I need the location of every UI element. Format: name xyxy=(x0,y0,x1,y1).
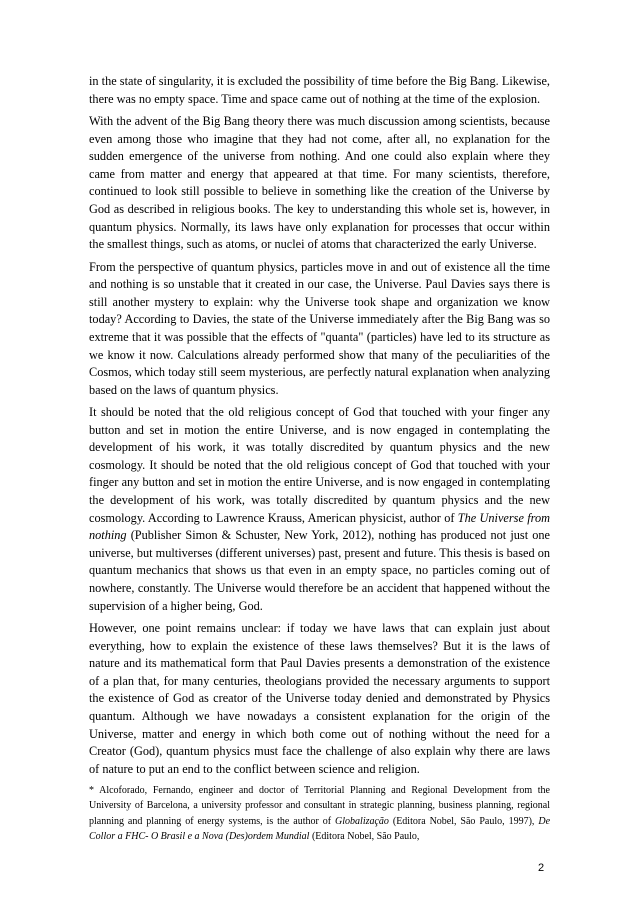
footnote-tail: (Editora Nobel, São Paulo, xyxy=(309,831,420,843)
footnote-book-collor-fhc: De Collor a FHC- O Brasil e a Nova (Des)ordem Mundial xyxy=(89,815,551,843)
footnote-intro: * Alcoforado, Fernando, engineer and doctor of Territorial Planning and Regional Development from the University of Barcelona, a university professor and consultant in strategic planning, business planning, regional planning and planning of energy systems, is the author of xyxy=(89,785,550,827)
paragraph-4-text: It should be noted that the old religious concept of God that touched with your finger any button and set in motion the entire Universe, and is now engaged in contemplating the development of his work, it was totally discredited by quantum physics and the new cosmology. It should be noted that the old religious concept of God that touched with your finger any button and set in motion the entire Universe, and is now engaged in contemplating the development of his work, was totally discredited by quantum physics and the new cosmology. According to Lawrence Krauss, American physicist, author of xyxy=(89,405,550,525)
page-number: 2 xyxy=(538,862,545,874)
paragraph-5: However, one point remains unclear: if today we have laws that can explain just about everything, how to explain the existence of these laws themselves? But it is the laws of nature and its mathematical form that Paul Davies presents a demonstration of the existence of a plan that, for many centuries, theologians provided the necessary arguments to support the existence of God as creator of the Universe today denied and demonstrated by Physics quantum. Although we have nowadays a consistent explanation for the origin of the Universe, matter and energy in which both come out of nothing without the need for a Creator (God), quantum physics must face the challenge of also explain why there are laws of nature to put an end to the conflict between science and religion. xyxy=(89,621,550,776)
page-body xyxy=(89,73,550,854)
footnote-book-globalizacao: Globalização xyxy=(335,815,389,827)
book-title-universe-from-nothing: The Universe from nothing xyxy=(89,510,550,543)
footnote-mid: (Editora Nobel, São Paulo, 1997), xyxy=(388,815,539,827)
author-footnote xyxy=(89,783,550,844)
paragraph-4-tail: (Publisher Simon & Schuster, New York, 2012), nothing has produced not just one universe, but multiverses (different universes) past, present and future. This thesis is based on quantum mechanics that shows us that even in an empty space, no particles coming out of nowhere, constantly. The Universe would therefore be an accident that happened without the supervision of a higher being, God. xyxy=(89,528,550,613)
paragraph-3: From the perspective of quantum physics, particles move in and out of existence all the time and nothing is so unstable that it created in our case, the Universe. Paul Davies says there is still another mystery to explain: why the Universe took shape and organization we know today? According to Davies, the state of the Universe immediately after the Big Bang was so extreme that it was possible that the effects of "quanta" (particles) have led to its structure as we know it now. Calculations already performed show that many of the peculiarities of the Cosmos, which today still seem mysterious, are perfectly natural explanation when analyzing based on the laws of quantum physics. xyxy=(89,259,550,397)
paragraph-2: With the advent of the Big Bang theory there was much discussion among scientists, because even among those who imagine that they had not come, after all, no explanation for the sudden emergence of the universe from nothing. And one could also explain where they came from matter and energy that appeared at that time. For many scientists, therefore, continued to look still possible to believe in something like the creation of the Universe by God as described in religious books. The key to understanding this whole set is, however, in quantum physics. Normally, its laws have only explanation for processes that occur within the smallest things, such as atoms, or nuclei of atoms that characterized the early Universe. xyxy=(89,113,550,252)
paragraph-4 xyxy=(89,404,550,615)
paragraph-1: in the state of singularity, it is excluded the possibility of time before the Big Bang. Likewise, there was no empty space. Time and space came out of nothing at the time of the explosion. xyxy=(89,74,550,106)
